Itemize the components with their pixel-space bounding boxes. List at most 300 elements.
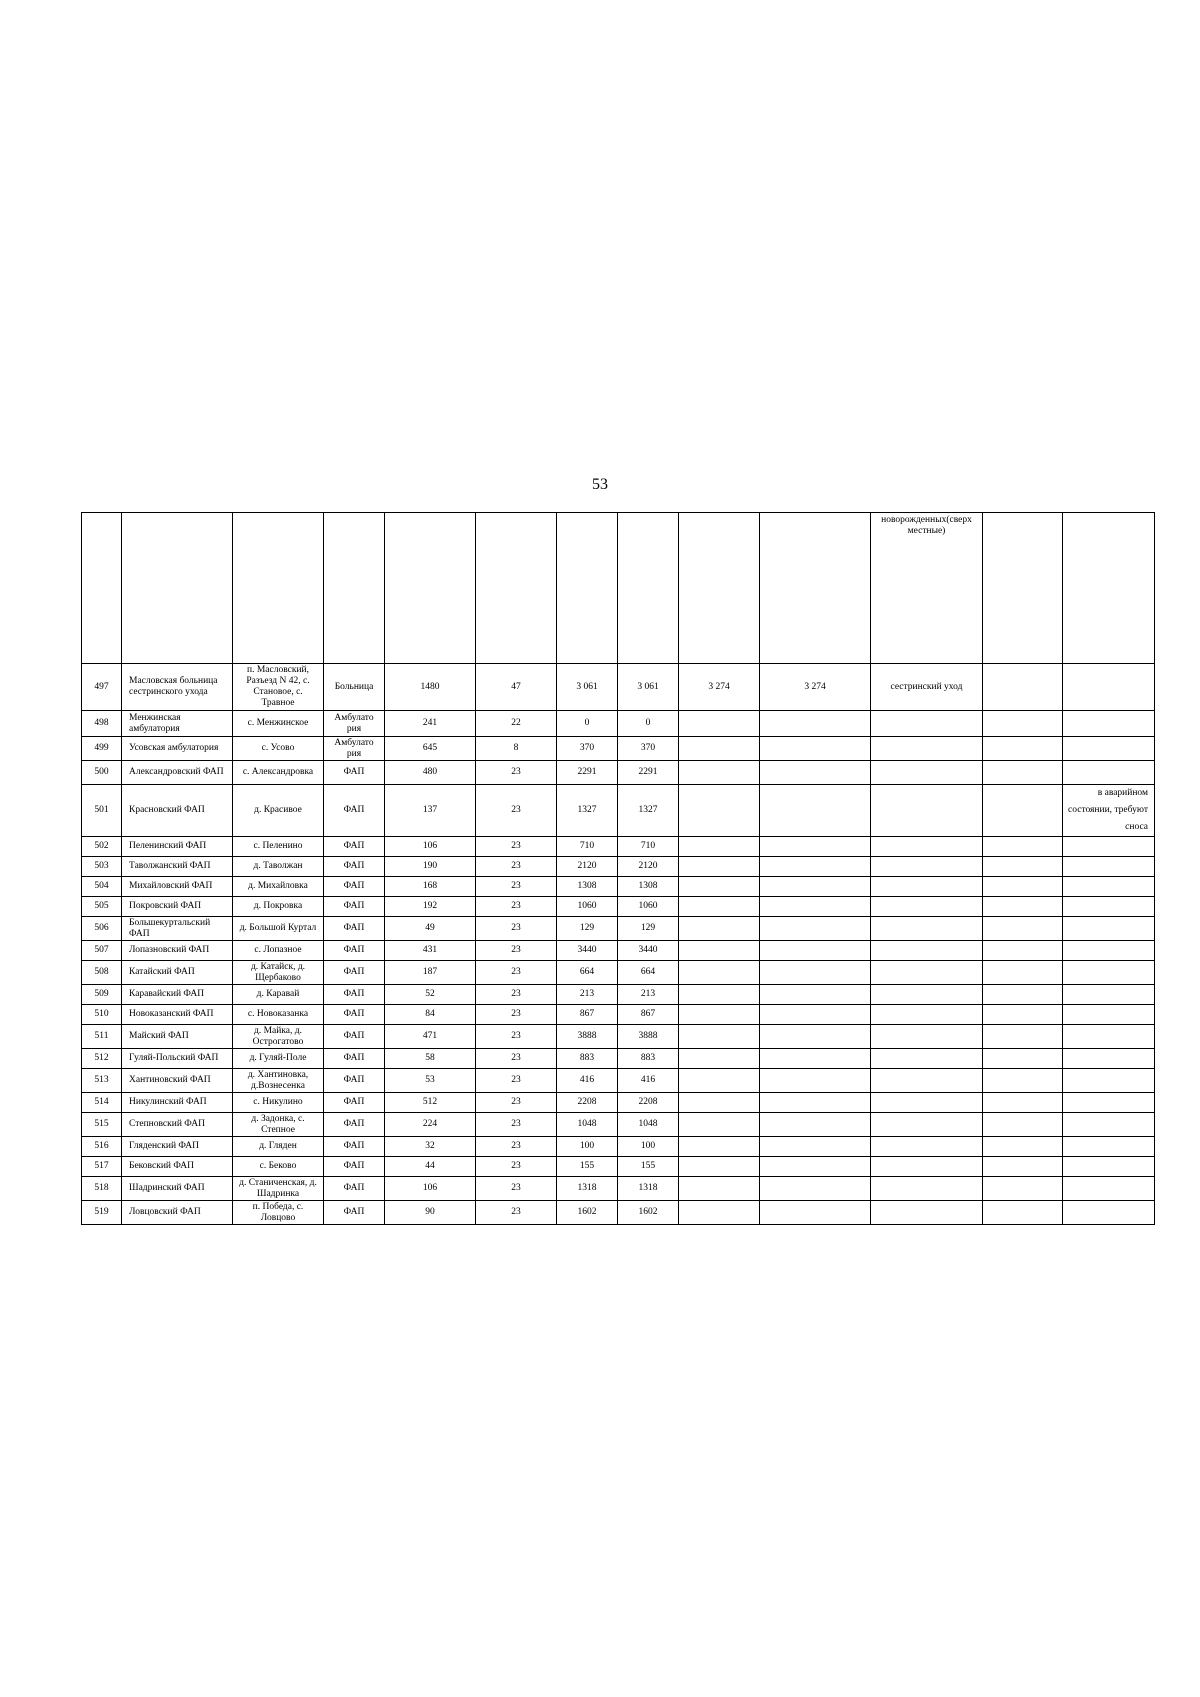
condition-note-cell (1063, 1137, 1155, 1157)
care-type-cell (871, 785, 983, 837)
facility-type-cell: ФАП (324, 837, 385, 857)
value-8-cell (983, 917, 1063, 941)
value-8-cell (983, 877, 1063, 897)
value-4-cell: 3440 (618, 941, 679, 961)
value-5-cell (679, 1137, 760, 1157)
condition-note-cell (1063, 961, 1155, 985)
row-number-cell: 502 (82, 837, 122, 857)
value-8-cell (983, 1113, 1063, 1137)
value-5-cell (679, 711, 760, 737)
table-row (82, 985, 1155, 1005)
value-3-cell: 3440 (557, 941, 618, 961)
table-row (82, 1069, 1155, 1093)
value-5-cell (679, 877, 760, 897)
location-cell: д. Красивое (233, 785, 324, 837)
facility-type-cell: ФАП (324, 985, 385, 1005)
value-2-cell: 23 (476, 837, 557, 857)
value-4-cell: 416 (618, 1069, 679, 1093)
value-3-cell: 1060 (557, 897, 618, 917)
value-8-cell (983, 1177, 1063, 1201)
table-row (82, 941, 1155, 961)
value-4-cell: 1602 (618, 1201, 679, 1225)
care-type-cell (871, 941, 983, 961)
value-3-cell: 1602 (557, 1201, 618, 1225)
value-4-cell: 1060 (618, 897, 679, 917)
facility-type-cell: Больница (324, 664, 385, 711)
value-1-cell: 480 (385, 761, 476, 785)
header-cell (385, 513, 476, 664)
value-8-cell (983, 857, 1063, 877)
value-2-cell: 23 (476, 785, 557, 837)
condition-note-cell (1063, 1069, 1155, 1093)
location-cell: с. Новоказанка (233, 1005, 324, 1025)
value-2-cell: 23 (476, 1025, 557, 1049)
value-4-cell: 664 (618, 961, 679, 985)
value-1-cell: 471 (385, 1025, 476, 1049)
header-cell (324, 513, 385, 664)
facility-type-cell: ФАП (324, 785, 385, 837)
value-2-cell: 23 (476, 897, 557, 917)
condition-note-cell (1063, 1093, 1155, 1113)
location-cell: с. Беково (233, 1157, 324, 1177)
value-3-cell: 2208 (557, 1093, 618, 1113)
location-cell: д. Гляден (233, 1137, 324, 1157)
facility-name-cell: Лопазновский ФАП (122, 941, 233, 961)
value-1-cell: 512 (385, 1093, 476, 1113)
row-number-cell: 512 (82, 1049, 122, 1069)
table-row (82, 1025, 1155, 1049)
facility-name-cell: Хантиновский ФАП (122, 1069, 233, 1093)
value-5-cell (679, 1093, 760, 1113)
value-6-cell (760, 1137, 871, 1157)
value-3-cell: 1318 (557, 1177, 618, 1201)
care-type-cell (871, 1005, 983, 1025)
value-8-cell (983, 1137, 1063, 1157)
value-2-cell: 23 (476, 857, 557, 877)
row-number-cell: 504 (82, 877, 122, 897)
facility-type-cell: ФАП (324, 1113, 385, 1137)
value-8-cell (983, 664, 1063, 711)
care-type-cell (871, 1069, 983, 1093)
value-4-cell: 1308 (618, 877, 679, 897)
value-3-cell: 3888 (557, 1025, 618, 1049)
value-6-cell (760, 1113, 871, 1137)
care-type-cell (871, 1025, 983, 1049)
table-row (82, 857, 1155, 877)
value-2-cell: 8 (476, 737, 557, 761)
value-6-cell (760, 837, 871, 857)
value-1-cell: 106 (385, 837, 476, 857)
value-6-cell (760, 917, 871, 941)
condition-note-cell (1063, 1177, 1155, 1201)
facility-name-cell: Таволжанский ФАП (122, 857, 233, 877)
value-8-cell (983, 897, 1063, 917)
facility-name-cell: Бековский ФАП (122, 1157, 233, 1177)
header-cell (760, 513, 871, 664)
care-type-cell (871, 761, 983, 785)
value-1-cell: 192 (385, 897, 476, 917)
value-8-cell (983, 1025, 1063, 1049)
value-5-cell (679, 761, 760, 785)
value-5-cell (679, 897, 760, 917)
facility-name-cell: Масловская больница сестринского ухода (122, 664, 233, 711)
value-2-cell: 47 (476, 664, 557, 711)
value-2-cell: 23 (476, 985, 557, 1005)
condition-note-cell (1063, 1005, 1155, 1025)
facility-name-cell: Усовская амбулатория (122, 737, 233, 761)
facility-type-cell: ФАП (324, 1093, 385, 1113)
facility-name-cell: Пеленинский ФАП (122, 837, 233, 857)
value-1-cell: 168 (385, 877, 476, 897)
value-6-cell (760, 941, 871, 961)
condition-note-cell (1063, 897, 1155, 917)
table-row (82, 1157, 1155, 1177)
row-number-cell: 501 (82, 785, 122, 837)
care-type-cell (871, 711, 983, 737)
care-type-cell (871, 1049, 983, 1069)
value-4-cell: 155 (618, 1157, 679, 1177)
row-number-cell: 506 (82, 917, 122, 941)
value-5-cell (679, 941, 760, 961)
row-number-cell: 517 (82, 1157, 122, 1177)
row-number-cell: 510 (82, 1005, 122, 1025)
facility-name-cell: Степновский ФАП (122, 1113, 233, 1137)
location-cell: д. Хантиновка, д.Вознесенка (233, 1069, 324, 1093)
value-6-cell (760, 1177, 871, 1201)
value-8-cell (983, 961, 1063, 985)
facility-type-cell: ФАП (324, 1177, 385, 1201)
value-8-cell (983, 737, 1063, 761)
value-4-cell: 2291 (618, 761, 679, 785)
row-number-cell: 505 (82, 897, 122, 917)
value-3-cell: 710 (557, 837, 618, 857)
value-3-cell: 1308 (557, 877, 618, 897)
value-6-cell (760, 1005, 871, 1025)
care-type-cell (871, 1177, 983, 1201)
value-2-cell: 23 (476, 1049, 557, 1069)
table-row (82, 1049, 1155, 1069)
value-5-cell (679, 785, 760, 837)
facility-name-cell: Александровский ФАП (122, 761, 233, 785)
row-number-cell: 515 (82, 1113, 122, 1137)
value-2-cell: 22 (476, 711, 557, 737)
facility-name-cell: Гляденский ФАП (122, 1137, 233, 1157)
value-2-cell: 23 (476, 961, 557, 985)
care-type-cell (871, 837, 983, 857)
header-cell (983, 513, 1063, 664)
value-1-cell: 431 (385, 941, 476, 961)
page-number: 53 (592, 476, 608, 493)
value-1-cell: 58 (385, 1049, 476, 1069)
value-3-cell: 883 (557, 1049, 618, 1069)
value-6-cell (760, 857, 871, 877)
value-1-cell: 53 (385, 1069, 476, 1093)
facility-name-cell: Никулинский ФАП (122, 1093, 233, 1113)
condition-note-cell (1063, 711, 1155, 737)
facility-type-cell: ФАП (324, 941, 385, 961)
value-1-cell: 49 (385, 917, 476, 941)
row-number-cell: 507 (82, 941, 122, 961)
value-4-cell: 2208 (618, 1093, 679, 1113)
header-cell (476, 513, 557, 664)
row-number-cell: 516 (82, 1137, 122, 1157)
value-5-cell (679, 917, 760, 941)
value-1-cell: 137 (385, 785, 476, 837)
value-8-cell (983, 785, 1063, 837)
header-cell (618, 513, 679, 664)
value-5-cell (679, 1025, 760, 1049)
row-number-cell: 514 (82, 1093, 122, 1113)
value-1-cell: 44 (385, 1157, 476, 1177)
value-6-cell: 3 274 (760, 664, 871, 711)
value-3-cell: 867 (557, 1005, 618, 1025)
value-5-cell (679, 961, 760, 985)
facility-type-cell: ФАП (324, 961, 385, 985)
value-8-cell (983, 1201, 1063, 1225)
value-3-cell: 2120 (557, 857, 618, 877)
facilities-table (81, 512, 1155, 1225)
value-8-cell (983, 1157, 1063, 1177)
location-cell: с. Никулино (233, 1093, 324, 1113)
facility-type-cell: ФАП (324, 1049, 385, 1069)
row-number-cell: 497 (82, 664, 122, 711)
value-6-cell (760, 785, 871, 837)
value-2-cell: 23 (476, 877, 557, 897)
table-row (82, 1137, 1155, 1157)
value-8-cell (983, 1049, 1063, 1069)
care-type-cell (871, 1113, 983, 1137)
table-row (82, 917, 1155, 941)
value-6-cell (760, 1049, 871, 1069)
row-number-cell: 513 (82, 1069, 122, 1093)
value-8-cell (983, 985, 1063, 1005)
value-1-cell: 645 (385, 737, 476, 761)
header-cell (679, 513, 760, 664)
facility-name-cell: Ловцовский ФАП (122, 1201, 233, 1225)
table-row (82, 737, 1155, 761)
table-row (82, 761, 1155, 785)
value-2-cell: 23 (476, 1069, 557, 1093)
header-cell (122, 513, 233, 664)
value-4-cell: 1327 (618, 785, 679, 837)
value-5-cell (679, 1113, 760, 1137)
location-cell: д. Покровка (233, 897, 324, 917)
facility-name-cell: Шадринский ФАП (122, 1177, 233, 1201)
row-number-cell: 519 (82, 1201, 122, 1225)
value-6-cell (760, 711, 871, 737)
value-6-cell (760, 1069, 871, 1093)
value-3-cell: 3 061 (557, 664, 618, 711)
row-number-cell: 518 (82, 1177, 122, 1201)
condition-note-cell (1063, 857, 1155, 877)
value-4-cell: 3888 (618, 1025, 679, 1049)
value-4-cell: 710 (618, 837, 679, 857)
value-1-cell: 190 (385, 857, 476, 877)
value-1-cell: 241 (385, 711, 476, 737)
location-cell: д. Гуляй-Поле (233, 1049, 324, 1069)
value-1-cell: 52 (385, 985, 476, 1005)
location-cell: с. Пеленино (233, 837, 324, 857)
value-1-cell: 84 (385, 1005, 476, 1025)
value-2-cell: 23 (476, 761, 557, 785)
care-type-cell (871, 877, 983, 897)
condition-note-cell (1063, 917, 1155, 941)
value-5-cell (679, 837, 760, 857)
value-2-cell: 23 (476, 1005, 557, 1025)
facility-name-cell: Михайловский ФАП (122, 877, 233, 897)
value-8-cell (983, 1093, 1063, 1113)
table-row (82, 785, 1155, 837)
row-number-cell: 500 (82, 761, 122, 785)
value-2-cell: 23 (476, 941, 557, 961)
value-5-cell (679, 985, 760, 1005)
condition-note-cell (1063, 1201, 1155, 1225)
value-6-cell (760, 1093, 871, 1113)
facility-type-cell: Амбулато рия (324, 711, 385, 737)
value-5-cell (679, 1069, 760, 1093)
value-4-cell: 2120 (618, 857, 679, 877)
table-row (82, 1113, 1155, 1137)
condition-note-cell (1063, 941, 1155, 961)
value-3-cell: 370 (557, 737, 618, 761)
value-1-cell: 187 (385, 961, 476, 985)
location-cell: п. Масловский, Разъезд N 42, с. Становое, с. Травное (233, 664, 324, 711)
table-row (82, 961, 1155, 985)
value-3-cell: 0 (557, 711, 618, 737)
value-6-cell (760, 737, 871, 761)
value-2-cell: 23 (476, 1177, 557, 1201)
value-3-cell: 129 (557, 917, 618, 941)
value-4-cell: 1048 (618, 1113, 679, 1137)
facility-type-cell: ФАП (324, 897, 385, 917)
value-2-cell: 23 (476, 1137, 557, 1157)
facility-type-cell: Амбулато рия (324, 737, 385, 761)
condition-note-cell (1063, 737, 1155, 761)
facility-type-cell: ФАП (324, 877, 385, 897)
header-cell (233, 513, 324, 664)
value-4-cell: 370 (618, 737, 679, 761)
value-3-cell: 664 (557, 961, 618, 985)
row-number-cell: 499 (82, 737, 122, 761)
header-cell (557, 513, 618, 664)
value-4-cell: 3 061 (618, 664, 679, 711)
value-8-cell (983, 837, 1063, 857)
value-5-cell (679, 737, 760, 761)
header-cell-note: новорожденных(сверх местные) (871, 513, 983, 664)
value-1-cell: 1480 (385, 664, 476, 711)
location-cell: д. Станиченская, д. Шадринка (233, 1177, 324, 1201)
care-type-cell (871, 1157, 983, 1177)
condition-note-cell (1063, 761, 1155, 785)
condition-note-cell (1063, 1113, 1155, 1137)
value-8-cell (983, 941, 1063, 961)
header-cell (82, 513, 122, 664)
value-3-cell: 213 (557, 985, 618, 1005)
location-cell: с. Менжинское (233, 711, 324, 737)
care-type-cell (871, 917, 983, 941)
value-2-cell: 23 (476, 1201, 557, 1225)
table-row (82, 1177, 1155, 1201)
facility-name-cell: Менжинская амбулатория (122, 711, 233, 737)
location-cell: д. Задонка, с. Степное (233, 1113, 324, 1137)
table-row (82, 664, 1155, 711)
facility-type-cell: ФАП (324, 857, 385, 877)
value-2-cell: 23 (476, 1113, 557, 1137)
value-3-cell: 1327 (557, 785, 618, 837)
facility-name-cell: Гуляй-Польский ФАП (122, 1049, 233, 1069)
condition-note-cell (1063, 837, 1155, 857)
location-cell: п. Победа, с. Ловцово (233, 1201, 324, 1225)
facility-type-cell: ФАП (324, 1005, 385, 1025)
value-5-cell (679, 1201, 760, 1225)
value-1-cell: 90 (385, 1201, 476, 1225)
care-type-cell (871, 1137, 983, 1157)
facility-name-cell: Майский ФАП (122, 1025, 233, 1049)
condition-note-cell: в аварийном состоянии, требуют сноса (1063, 785, 1155, 837)
value-5-cell (679, 1049, 760, 1069)
facility-name-cell: Каравайский ФАП (122, 985, 233, 1005)
condition-note-cell (1063, 1157, 1155, 1177)
value-4-cell: 213 (618, 985, 679, 1005)
facility-name-cell: Красновский ФАП (122, 785, 233, 837)
value-6-cell (760, 1201, 871, 1225)
facility-type-cell: ФАП (324, 1069, 385, 1093)
facility-name-cell: Большекуртальский ФАП (122, 917, 233, 941)
value-4-cell: 883 (618, 1049, 679, 1069)
table-row (82, 1201, 1155, 1225)
care-type-cell (871, 897, 983, 917)
condition-note-cell (1063, 1049, 1155, 1069)
condition-note-cell (1063, 664, 1155, 711)
location-cell: с. Усово (233, 737, 324, 761)
care-type-cell (871, 961, 983, 985)
care-type-cell: сестринский уход (871, 664, 983, 711)
row-number-cell: 503 (82, 857, 122, 877)
value-3-cell: 155 (557, 1157, 618, 1177)
location-cell: д. Таволжан (233, 857, 324, 877)
condition-note-cell (1063, 1025, 1155, 1049)
condition-note-cell (1063, 985, 1155, 1005)
value-6-cell (760, 985, 871, 1005)
table-row (82, 1093, 1155, 1113)
care-type-cell (871, 857, 983, 877)
value-5-cell: 3 274 (679, 664, 760, 711)
value-5-cell (679, 1005, 760, 1025)
facility-type-cell: ФАП (324, 761, 385, 785)
value-4-cell: 100 (618, 1137, 679, 1157)
value-2-cell: 23 (476, 917, 557, 941)
facility-name-cell: Новоказанский ФАП (122, 1005, 233, 1025)
value-4-cell: 1318 (618, 1177, 679, 1201)
value-8-cell (983, 1005, 1063, 1025)
value-4-cell: 129 (618, 917, 679, 941)
facility-type-cell: ФАП (324, 1201, 385, 1225)
value-8-cell (983, 761, 1063, 785)
value-8-cell (983, 711, 1063, 737)
value-3-cell: 416 (557, 1069, 618, 1093)
header-cell (1063, 513, 1155, 664)
table-row (82, 897, 1155, 917)
row-number-cell: 511 (82, 1025, 122, 1049)
facility-name-cell: Покровский ФАП (122, 897, 233, 917)
care-type-cell (871, 985, 983, 1005)
value-5-cell (679, 1157, 760, 1177)
value-1-cell: 32 (385, 1137, 476, 1157)
value-6-cell (760, 761, 871, 785)
location-cell: с. Александровка (233, 761, 324, 785)
value-2-cell: 23 (476, 1093, 557, 1113)
value-8-cell (983, 1069, 1063, 1093)
